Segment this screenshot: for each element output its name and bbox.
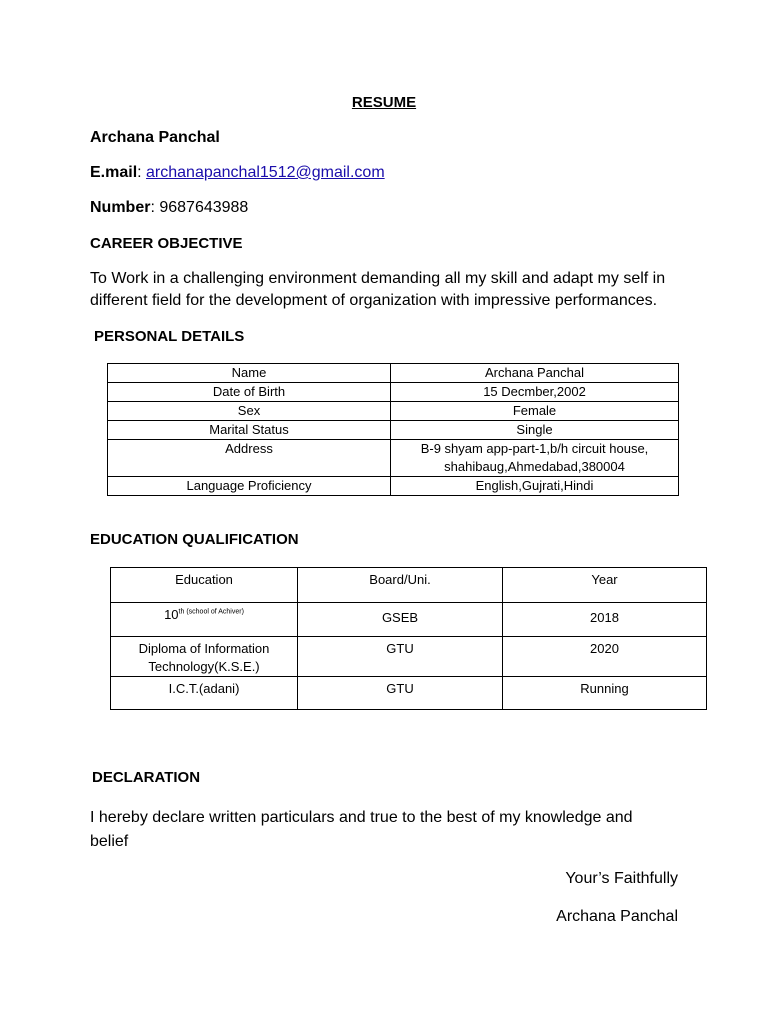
personal-details-table — [107, 363, 679, 496]
education-value: 10 — [164, 607, 179, 622]
year-cell: 2018 — [503, 603, 707, 637]
education-superscript: th (school of Achiver) — [178, 608, 244, 616]
education-heading: EDUCATION QUALIFICATION — [90, 531, 299, 548]
phone-number: 9687643988 — [159, 199, 249, 216]
year-cell: 2020 — [503, 637, 707, 677]
table-row — [111, 603, 707, 637]
education-value: Diploma of Information Technology(K.S.E.) — [138, 641, 270, 674]
column-header: Board/Uni. — [298, 568, 503, 603]
email-separator: : — [137, 164, 147, 181]
table-cell-key: Name — [108, 364, 391, 383]
table-cell-key: Date of Birth — [108, 383, 391, 402]
table-row — [108, 364, 679, 383]
table-cell-key: Language Proficiency — [108, 477, 391, 496]
education-cell — [111, 637, 298, 677]
career-objective-text: To Work in a challenging environment demanding all my skill and adapt my self in different field for the development of organization with impressive performances. — [90, 270, 666, 309]
table-header-row — [111, 568, 707, 603]
number-label: Number — [90, 199, 151, 216]
signature-name: Archana Panchal — [556, 908, 678, 925]
declaration-text: I hereby declare written particulars and true to the best of my knowledge and belief — [90, 809, 633, 850]
education-cell — [111, 677, 298, 710]
education-value: I.C.T.(adani) — [168, 681, 240, 696]
education-table — [110, 567, 707, 710]
closing-salutation: Your’s Faithfully — [565, 870, 678, 887]
table-cell-value: Archana Panchal — [391, 364, 679, 383]
email-line — [90, 164, 385, 182]
column-header: Year — [503, 568, 707, 603]
email-label: E.mail — [90, 164, 138, 181]
declaration-heading: DECLARATION — [92, 769, 201, 786]
table-row — [108, 402, 679, 421]
table-row — [108, 477, 679, 496]
number-separator: : — [150, 199, 160, 216]
table-cell-value: 15 Decmber,2002 — [391, 383, 679, 402]
table-cell-value: Single — [391, 421, 679, 440]
table-cell-value: Female — [391, 402, 679, 421]
table-cell-key: Sex — [108, 402, 391, 421]
board-cell: GSEB — [298, 603, 503, 637]
number-line — [90, 199, 248, 217]
table-cell-key: Address — [108, 440, 391, 477]
table-cell-value: English,Gujrati,Hindi — [391, 477, 679, 496]
table-row — [111, 637, 707, 677]
table-row — [108, 421, 679, 440]
table-cell-key: Marital Status — [108, 421, 391, 440]
board-cell: GTU — [298, 637, 503, 677]
year-cell: Running — [503, 677, 707, 710]
personal-details-heading: PERSONAL DETAILS — [94, 328, 245, 345]
page-title: RESUME — [351, 94, 417, 111]
column-header: Education — [111, 568, 298, 603]
email-link[interactable]: archanapanchal1512@gmail.com — [146, 164, 385, 181]
applicant-name: Archana Panchal — [90, 129, 220, 146]
table-row — [108, 383, 679, 402]
table-cell-value: B-9 shyam app-part-1,b/h circuit house, shahibaug,Ahmedabad,380004 — [391, 440, 679, 477]
career-objective-heading: CAREER OBJECTIVE — [90, 235, 243, 252]
table-row — [108, 440, 679, 477]
education-cell — [111, 603, 298, 637]
table-row — [111, 677, 707, 710]
board-cell: GTU — [298, 677, 503, 710]
